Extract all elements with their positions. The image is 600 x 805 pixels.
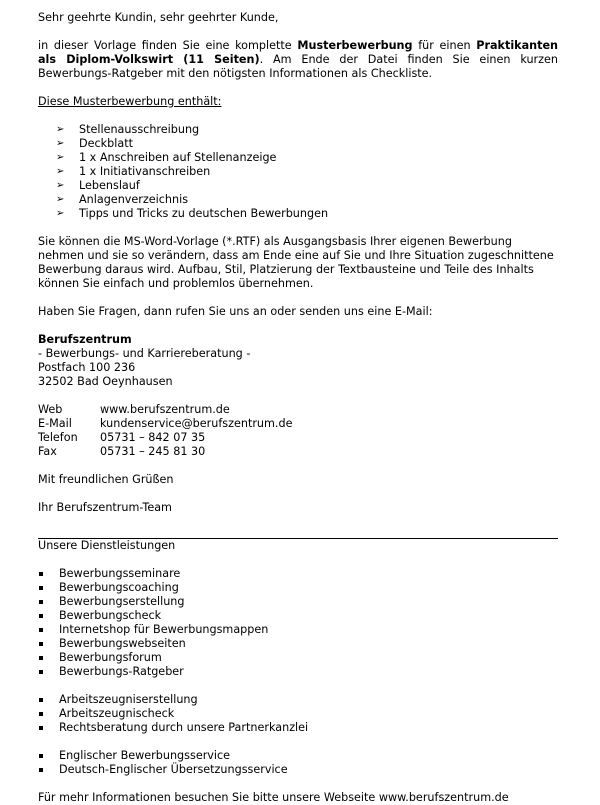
list-item: Bewerbungswebseiten	[38, 637, 558, 651]
services-list-2	[38, 693, 558, 735]
list-item: Bewerbungsseminare	[38, 567, 558, 581]
contact-row-email	[38, 417, 558, 431]
list-item: Bewerbungsforum	[38, 651, 558, 665]
list-item: ➢ 1 x Anschreiben auf Stellenanzeige	[56, 151, 558, 165]
list-item: ➢ Stellenausschreibung	[56, 123, 558, 137]
list-item: ➢ 1 x Initiativanschreiben	[56, 165, 558, 179]
intro-text-1: in dieser Vorlage finden Sie eine komplette	[38, 39, 298, 52]
intro-bold-1: Musterbewerbung	[297, 39, 413, 52]
list-item: Internetshop für Bewerbungsmappen	[38, 623, 558, 637]
intro-bold-2: Praktikanten als Diplom-Volkswirt (11 Seiten)	[38, 39, 559, 66]
contact-value-email[interactable]: kundenservice@berufszentrum.de	[100, 417, 293, 430]
contact-row-phone	[38, 431, 558, 445]
list-item: Arbeitszeugnischeck	[38, 707, 558, 721]
list-item: Bewerbungscoaching	[38, 581, 558, 595]
list-item: Bewerbungscheck	[38, 609, 558, 623]
footer-partial-line: Für mehr Informationen besuchen Sie bitte unsere Webseite www.berufszentrum.de	[38, 791, 509, 804]
template-paragraph: Sie können die MS-Word-Vorlage (*.RTF) als Ausgangsbasis Ihrer eigenen Bewerbung nehmen und sie so verändern, dass am Ende eine auf Sie und Ihre Situation zugeschnittene Bewerbung daraus wird. Aufbau, Stil, Platzierung der Textbausteine und Teile des Inhalts können Sie einfach und problemlos übernehmen.	[38, 235, 554, 290]
contact-label: Web	[38, 403, 63, 416]
greeting: Sehr geehrte Kundin, sehr geehrter Kunde,	[38, 11, 279, 24]
services-list-3	[38, 749, 558, 777]
signature: Ihr Berufszentrum-Team	[38, 501, 172, 514]
list-item: ➢ Anlagenverzeichnis	[56, 193, 558, 207]
company-city: 32502 Bad Oeynhausen	[38, 375, 173, 388]
services-list-1	[38, 567, 558, 679]
closing: Mit freundlichen Grüßen	[38, 473, 174, 486]
list-item: ➢ Tipps und Tricks zu deutschen Bewerbungen	[56, 207, 558, 221]
list-item: ➢ Lebenslauf	[56, 179, 558, 193]
contents-heading: Diese Musterbewerbung enthält:	[38, 95, 222, 108]
contact-value-phone: 05731 – 842 07 35	[100, 431, 206, 444]
company-postbox: Postfach 100 236	[38, 361, 136, 374]
intro-text-2: für einen	[412, 39, 477, 52]
contact-label: Fax	[38, 445, 57, 458]
list-item: Deutsch-Englischer Übersetzungsservice	[38, 763, 558, 777]
document-page	[38, 11, 558, 805]
questions-line: Haben Sie Fragen, dann rufen Sie uns an oder senden uns eine E-Mail:	[38, 305, 433, 318]
intro-paragraph	[38, 39, 558, 81]
contact-value-fax: 05731 – 245 81 30	[100, 445, 206, 458]
contact-value-web[interactable]: www.berufszentrum.de	[100, 403, 230, 416]
list-item: Rechtsberatung durch unsere Partnerkanzlei	[38, 721, 558, 735]
services-heading: Unsere Dienstleistungen	[38, 539, 176, 552]
company-name-text: Berufszentrum	[38, 333, 132, 346]
contact-row-fax	[38, 445, 558, 459]
intro-text-3: . Am Ende der Datei finden Sie einen kurzen Bewerbungs-Ratgeber mit den nötigsten Informationen als Checkliste.	[38, 53, 558, 80]
contact-label: Telefon	[38, 431, 78, 444]
contact-row-web	[38, 403, 558, 417]
list-item: Bewerbungserstellung	[38, 595, 558, 609]
company-tagline: - Bewerbungs- und Karriereberatung -	[38, 347, 251, 360]
list-item: Arbeitszeugniserstellung	[38, 693, 558, 707]
list-item: Englischer Bewerbungsservice	[38, 749, 558, 763]
contents-list	[38, 123, 558, 221]
contact-label: E-Mail	[38, 417, 72, 430]
list-item: ➢ Deckblatt	[56, 137, 558, 151]
list-item: Bewerbungs-Ratgeber	[38, 665, 558, 679]
company-name	[38, 333, 558, 347]
